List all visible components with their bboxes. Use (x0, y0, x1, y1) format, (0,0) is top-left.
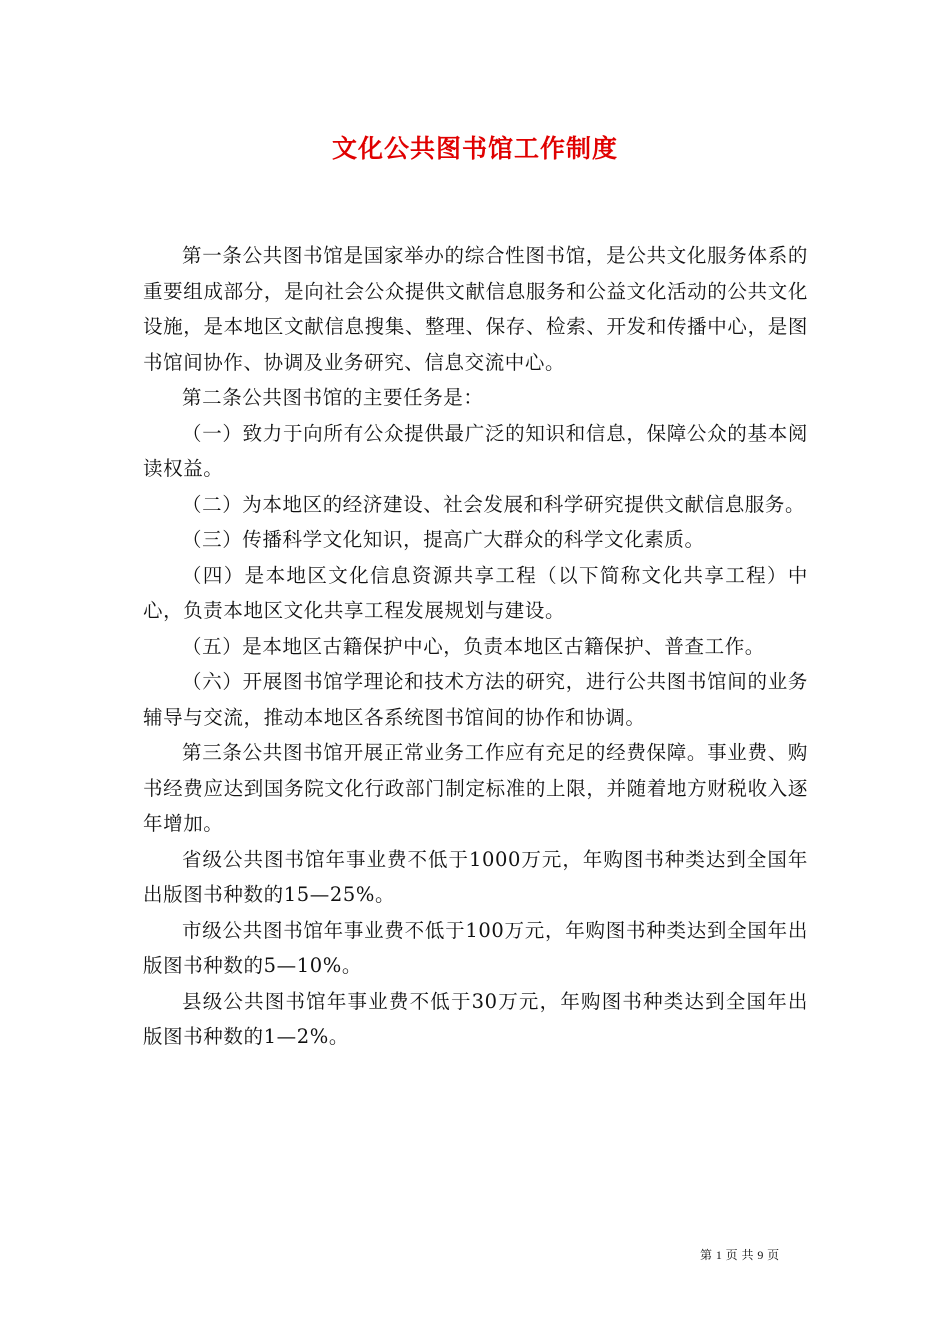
paragraph-provincial-budget: 省级公共图书馆年事业费不低于1000万元，年购图书种类达到全国年出版图书种数的15—25%。 (143, 847, 808, 906)
page-prefix: 第 (700, 1248, 713, 1262)
current-page-number: 1 (715, 1248, 722, 1262)
document-body (143, 238, 808, 1055)
paragraph-article-3: 第三条公共图书馆开展正常业务工作应有充足的经费保障。事业费、购书经费应达到国务院文化行政部门制定标准的上限，并随着地方财税收入逐年增加。 (143, 741, 808, 835)
paragraph-county-budget: 县级公共图书馆年事业费不低于30万元，年购图书种类达到全国年出版图书种数的1—2%。 (143, 989, 808, 1048)
paragraph-article-1: 第一条公共图书馆是国家举办的综合性图书馆，是公共文化服务体系的重要组成部分，是向社会公众提供文献信息服务和公益文化活动的公共文化设施，是本地区文献信息搜集、整理、保存、检索、开发和传播中心，是图书馆间协作、协调及业务研究、信息交流中心。 (143, 244, 808, 374)
paragraph-task-2: （二）为本地区的经济建设、社会发展和科学研究提供文献信息服务。 (182, 492, 806, 516)
paragraph-task-6: （六）开展图书馆学理论和技术方法的研究，进行公共图书馆间的业务辅导与交流，推动本地区各系统图书馆间的协作和协调。 (143, 670, 808, 729)
document-title: 文化公共图书馆工作制度 (331, 134, 618, 163)
paragraph-task-1: （一）致力于向所有公众提供最广泛的知识和信息，保障公众的基本阅读权益。 (143, 421, 808, 480)
paragraph-municipal-budget: 市级公共图书馆年事业费不低于100万元，年购图书种类达到全国年出版图书种数的5—10%。 (143, 918, 808, 977)
page-suffix: 页 (767, 1248, 780, 1262)
page-middle: 页 共 (725, 1248, 754, 1262)
page-number-footer (700, 1247, 812, 1263)
paragraph-task-4: （四）是本地区文化信息资源共享工程（以下简称文化共享工程）中心，负责本地区文化共享工程发展规划与建设。 (143, 563, 808, 622)
paragraph-task-5: （五）是本地区古籍保护中心，负责本地区古籍保护、普查工作。 (182, 634, 765, 658)
paragraph-article-2: 第二条公共图书馆的主要任务是： (182, 386, 484, 409)
paragraph-task-3: （三）传播科学文化知识，提高广大群众的科学文化素质。 (182, 528, 705, 551)
total-pages-number: 9 (757, 1248, 764, 1262)
